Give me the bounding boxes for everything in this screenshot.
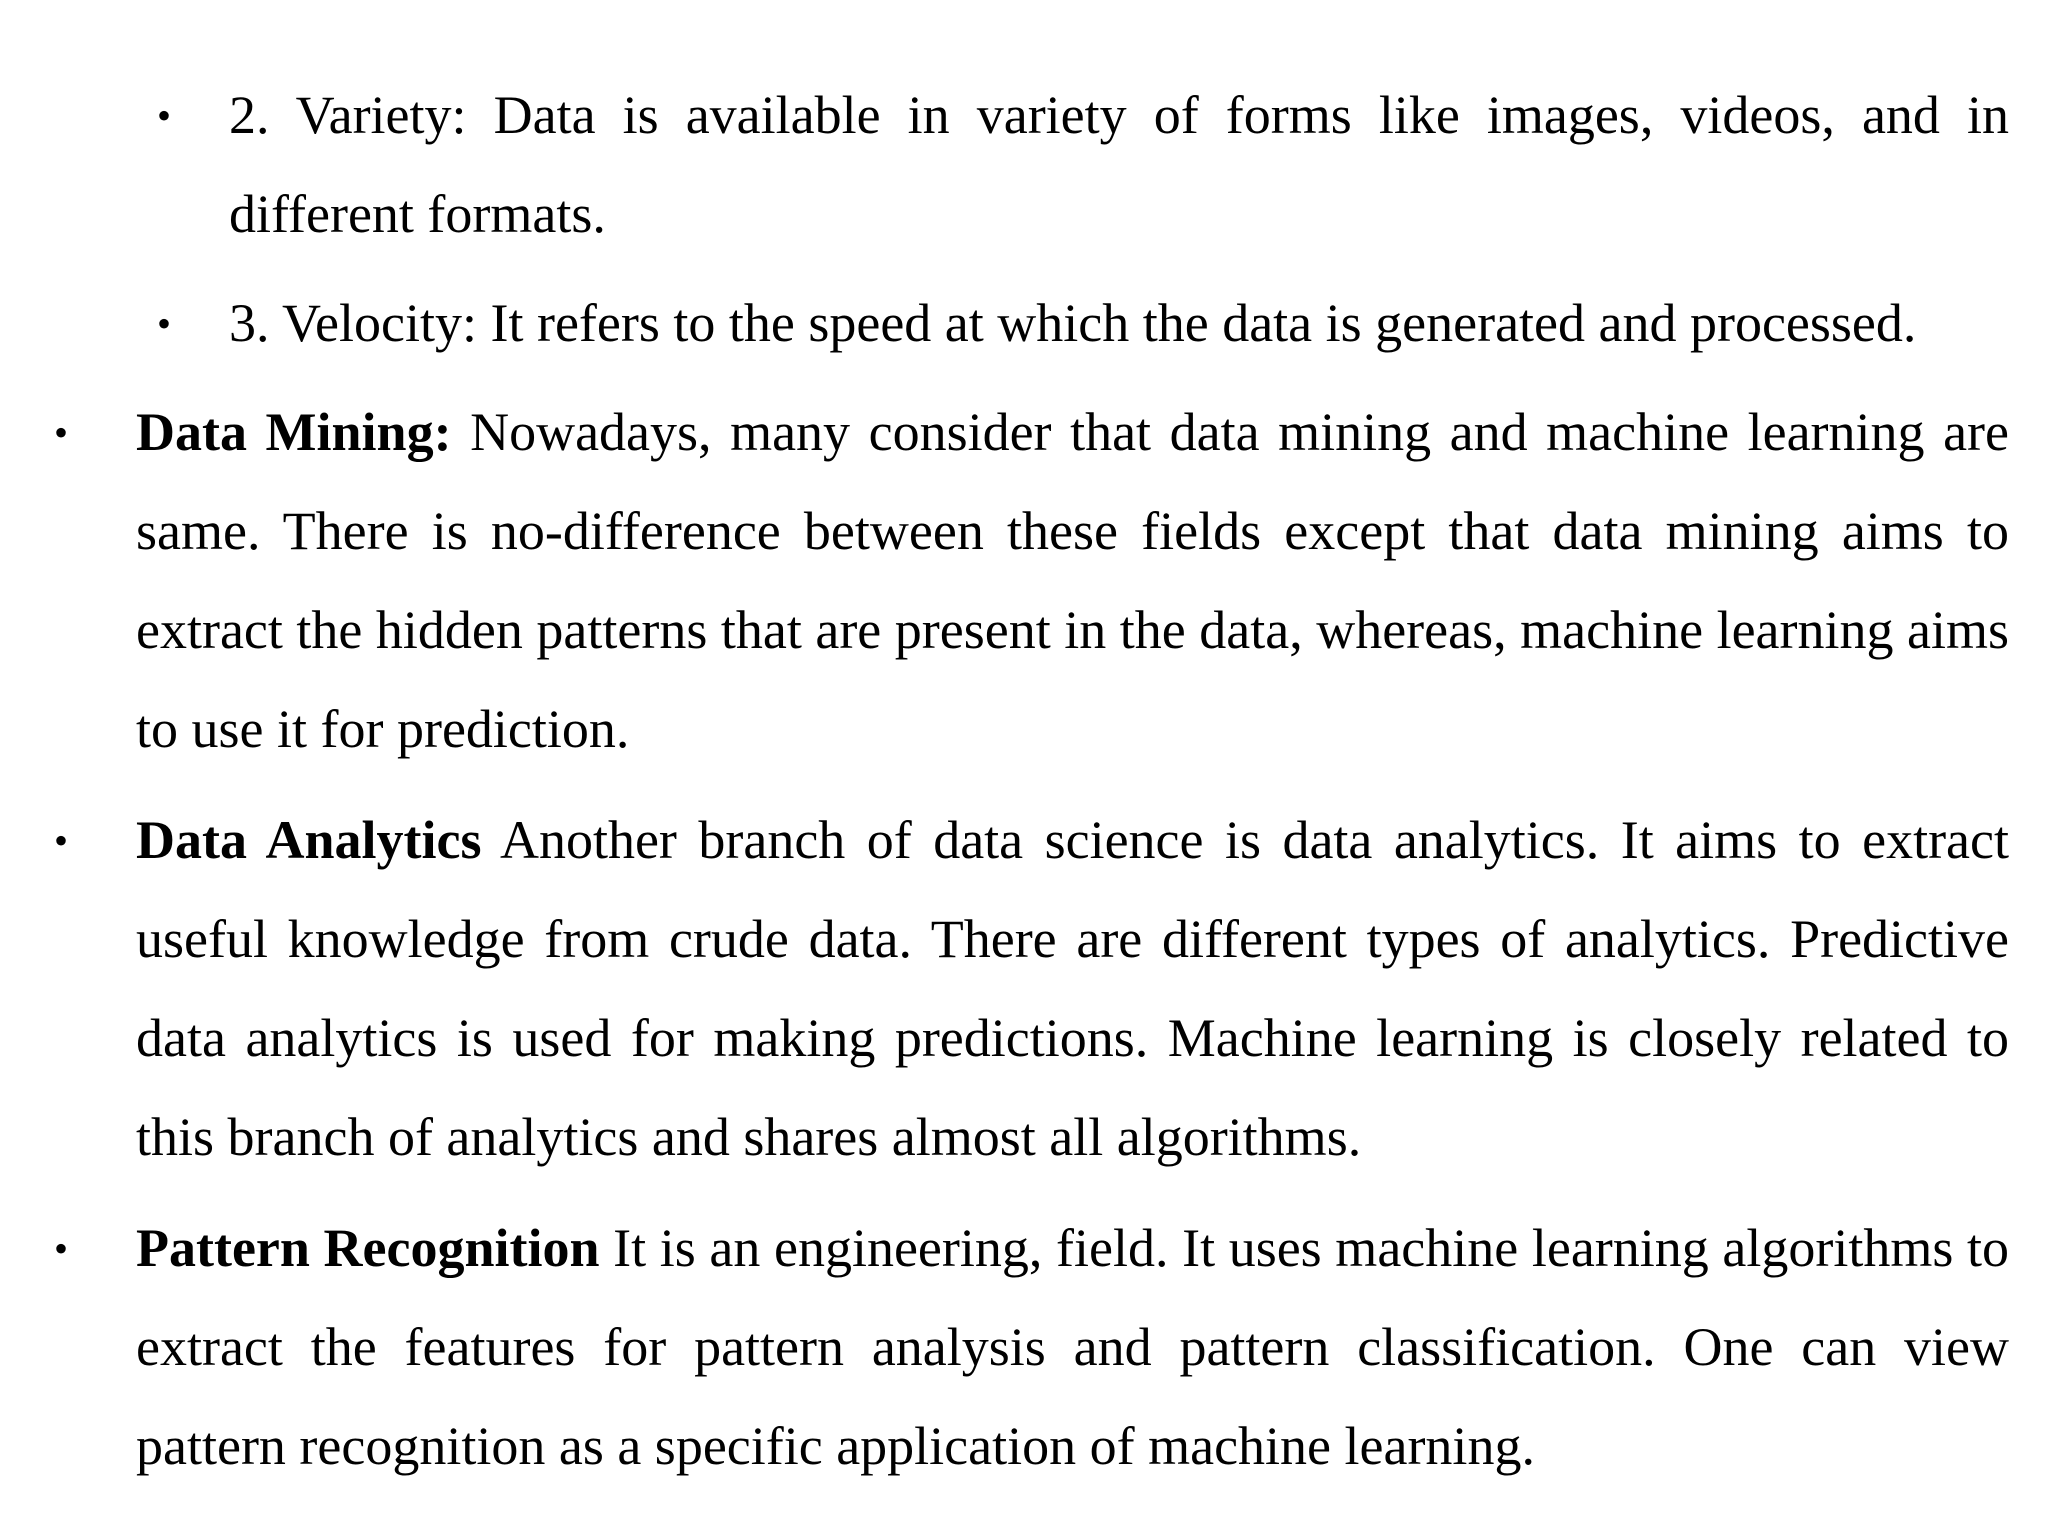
list-item-variety — [157, 66, 2009, 264]
list-item-pattern-recognition — [54, 1199, 2009, 1496]
list-item-text: 3. Velocity: It refers to the speed at which the data is generated and processed. — [229, 293, 1917, 353]
list-item-text: 2. Variety: Data is available in variety of forms like images, videos, and in different formats. — [229, 85, 2009, 244]
bullet-icon: • — [157, 301, 172, 346]
term-description: It is an engineering, field. It uses machine learning algorithms to extract the features for pattern analysis and pattern classification. One can view pattern recognition as a specific application of machine learning. — [136, 1218, 2009, 1476]
list-item-content — [136, 402, 2009, 759]
list-item-data-analytics — [54, 791, 2009, 1187]
list-item-velocity — [157, 274, 2009, 373]
bullet-icon: • — [157, 93, 172, 138]
bullet-icon: • — [54, 818, 69, 863]
term-label: Pattern Recognition — [136, 1218, 600, 1278]
term-label: Data Mining: — [136, 402, 452, 462]
term-label: Data Analytics — [136, 810, 482, 870]
list-item-content — [136, 1218, 2009, 1476]
bullet-icon: • — [54, 1226, 69, 1271]
bullet-icon: • — [54, 410, 69, 455]
list-item-content — [136, 810, 2009, 1167]
list-item-data-mining — [54, 383, 2009, 779]
term-description: Nowadays, many consider that data mining and machine learning are same. There is no-difference between these fields except that data mining aims to extract the hidden patterns that are present in the data, whereas, machine learning aims to use it for prediction. — [136, 402, 2009, 759]
term-description: Another branch of data science is data analytics. It aims to extract useful knowledge from crude data. There are different types of analytics. Predictive data analytics is used for making predictions. Machine learning is closely related to this branch of analytics and shares almost all algorithms. — [136, 810, 2009, 1167]
